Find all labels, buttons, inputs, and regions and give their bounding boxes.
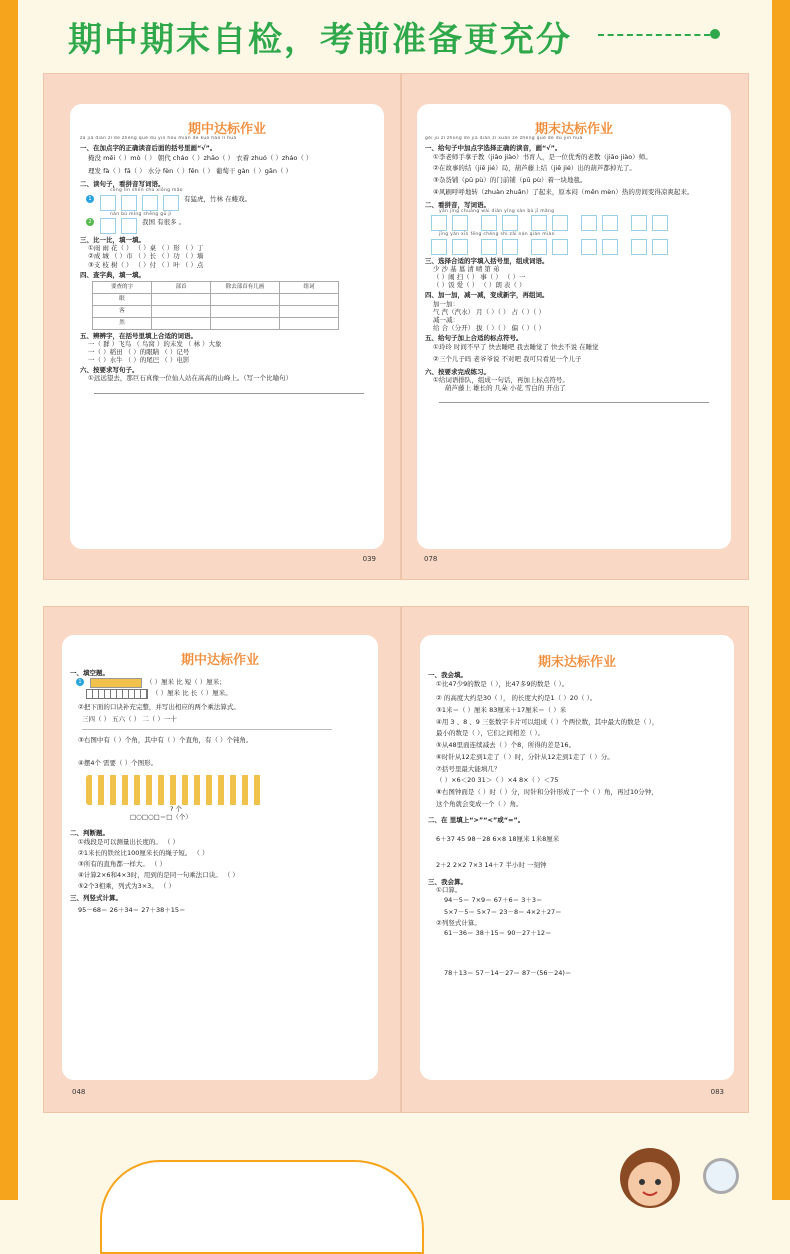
number-badge-icon: 1 [86,195,94,203]
list-item: ⑧右图钟面是（ ）时（ ）分，时针和分针形成了一个（ ）角，再过10分钟， [436,787,658,796]
page-title: 期中达标作业 [180,653,259,668]
page-midterm-math [43,606,401,1113]
exercise-line: ③支 枝 树（ ） （ ）付 （ ）叶 （ ）点 [88,260,204,269]
grid-row [86,218,378,234]
number-badge-icon: 2 [86,218,94,226]
section-heading: 一、在加点字的正确读音后面的括号里画“√”。 [80,143,217,152]
list-item: ④用 3 、8 、9 三张数字卡片可以组成（ ）个两位数，其中最大的数是（ ）， [436,717,659,726]
right-frame [772,0,790,1200]
section-heading: 二、在 里填上“>”“<”或“=”。 [428,816,525,825]
headline-dot-icon [710,29,720,39]
exercise-line: 6＋37 45 98－28 6×8 18厘米 1米8厘米 [436,835,560,844]
exercise-line: ①雨 雨 花（ ） （ ）桌 （ ）形 （ ）丁 [88,244,204,253]
page-number: 048 [72,1088,86,1096]
section-heading: 二、判断题。 [70,828,109,837]
list-item: ①比47少9的数是（ ），比47多9的数是（ ）。 [436,680,569,689]
sheet [420,635,734,1080]
answer-line [439,402,709,403]
grid-row [431,215,725,231]
list-item: 最小的数是（ ），它们之间相差（ ）。 [436,729,545,738]
exercise-line: □○□○□＝□（个） [130,812,192,821]
exercise-line: 5×7－5＝ 5×7＝ 23－8＝ 4×2＋27＝ [444,908,562,917]
table-cell: 客 [93,305,152,317]
section-heading: 三、选择合适的字填入括号里，组成词语。 [425,256,549,265]
exercise-line: 减一减： [433,315,459,324]
section-heading: 三、列竖式计算。 [70,894,122,903]
section-heading: 三、我会算。 [428,877,467,886]
list-item: ⑤从48里面连续减去（ ）个8，所得的差是16。 [436,741,576,750]
exercise-line: 加一加： [433,299,459,308]
page-number: 078 [424,555,438,563]
section-heading: 五、给句子加上合适的标点符号。 [425,334,523,342]
section-heading: 二、读句子，看拼音写词语。 [80,179,165,188]
page-number: 083 [710,1088,724,1096]
pinyin: nán bù mǐng shēng gū jì [110,211,172,217]
sheet [62,635,378,1080]
counting-blocks-icon [86,775,266,805]
page-final-math [401,606,749,1113]
exercise-line: ③右图中有（ ）个角，其中有（ ）个直角，有（ ）个钝角。 [78,736,253,745]
exercise-line: ②三个儿子吗 老爷爷说 不对吧 我可只看见一个儿子 [433,354,582,363]
table-header: 部首 [152,281,211,293]
table-header: 组词 [280,281,339,293]
sheet [417,104,731,549]
table-header: 要查的字 [93,281,152,293]
worksheet-content [80,136,378,544]
exercise-line: ①口算。 [436,885,462,894]
section-heading: 一、填空题。 [70,669,109,677]
section-heading: 三、比一比，填一填。 [80,236,145,245]
list-item: ③1米＝（ ）厘米 83厘米＋17厘米＝（ ）米 [436,706,567,715]
section-heading: 六、按要求完成练习。 [425,367,490,376]
exercise-line: （ ）闹 扫（ ） 事（ ） （ ）一 [433,273,526,282]
left-frame [0,0,18,1200]
exercise-line: 有猛虎，竹林 在蜷戏。 [184,194,252,203]
list-item: ②1米长的铁丝比100厘米长的绳子短。 （ ） [78,849,209,858]
exercise-line: 78＋13＝ 57－14－27＝ 87－(56－24)＝ [444,969,572,978]
list-item: ⑤2个3相乘，列式为3×3。 （ ） [78,882,175,891]
list-item: 这个角就会变成一个（ ）角。 [436,799,523,808]
exercise-line: 一（ 群 ）飞鸟 （ 鸟窝 ）的未发 （ 林 ）大象 [88,339,222,348]
grid-row [86,195,378,211]
ruler-icon [86,689,148,699]
exercise-line: ②成 城 （ ）市 （ ）长 （ ）功 （ ）墙 [88,252,204,261]
answer-line [94,393,364,394]
list-item: ⑥时针从12走到1走了（ ）时，分针从12走到1走了（ ）分。 [436,752,614,761]
list-item: （ ）×6＜20 31＞（ ）×4 8×（ ）＜75 [436,776,559,785]
exercise-line: ③杂货铺（pū pù）的门前铺（pū pù）着一块地毯。 [433,176,587,185]
exercise-line: ④风刷呼呼地转（zhuàn zhuǎn）了起来，原本闷（mēn mèn）热的房间变得凉爽起来。 [433,187,694,196]
exercise-line: 61－36＝ 38＋15＝ 90－27＋12＝ [444,928,552,937]
page-final-chinese [401,73,749,580]
section-heading: 二、看拼音，写词语。 [425,200,490,209]
sheet [70,104,384,549]
list-item: ③所有的直角都一样大。 （ ） [78,860,166,869]
headline: 期中期末自检，考前准备更充分 [68,20,572,60]
exercise-line: ②把下面的口诀补充完整，并写出相应的两个乘法算式。 [78,703,240,712]
headline-dash [598,34,710,36]
worksheet-content [70,667,372,1075]
page-midterm-chinese [43,73,401,580]
exercise-line: 94－5＝ 7×9＝ 67＋6＝ 3＋3＝ [444,896,543,905]
list-item: ⑦括号里最大能填几？ [436,764,501,773]
grid-row [431,239,725,255]
exercise-line: ①玲玲 时间不早了 快去睡吧 我去睡觉了 快去不说 在睡觉 [433,343,599,352]
table-header: 除去部首有几画 [211,281,280,293]
table-cell: 眠 [93,293,152,305]
number-badge-icon: 1 [76,678,84,686]
page-title: 期末达标作业 [534,122,613,137]
pencil-ruler-icon [90,678,142,688]
section-heading: 四、查字典，填一填。 [80,270,145,279]
exercise-line: ? 个 [170,804,183,813]
ruler-row [76,678,372,688]
exercise-line: （ ）厘米 比 短（ ）厘米； [146,678,226,687]
exercise-line: ①给词语排队，组成一句话，再加上标点符号。 [433,375,569,384]
pinyin: zā jiā diān zì de zhèng què dú yīn hòu miàn de kuò hào lǐ huà [80,136,237,141]
pinyin: cōng lín shēn chù xiōng mǎo [110,187,183,193]
exercise-line: 一（ ）稻田 （ ）的眼睛 （ ）记号 [88,348,190,356]
exercise-line: ①远远望去，那巨石真像一位仙人站在高高的山峰上。（写一个比喻句） [88,374,293,383]
list-item: ② 的高度大约是30（ ）， 的长度大约是1（ ）20（ ）。 [436,693,597,702]
exercise-line: 三四（ ） 五六（ ） 二（ ）一十 [82,715,177,724]
page-title: 期末达标作业 [537,655,616,670]
exercise-line: 葫芦藤上 雄长的 几朵 小花 雪白的 开出了 [445,383,566,392]
list-item: ④计算2×6和4×3时，用到的是同一句乘法口诀。 （ ） [78,871,239,880]
ruler-row [76,689,372,699]
list-item: ①线段是可以测量出长度的。 （ ） [78,838,179,846]
girl-mascot-icon [610,1138,690,1218]
exercise-line: 气 汽（汽水） 月（ ）（ ） 占（ ）（ ） [433,307,545,316]
exercise-line: （ ）厘米 比 长（ ）厘米。 [152,689,232,698]
table-cell: 然 [93,317,152,329]
pinyin: jīng yán xīn fēng chéng shì zǎi nán qián miàn [439,232,555,238]
section-heading: 一、给句子中加点字选择正确的读音，画“√”。 [425,143,562,152]
exercise-line: ②在故事的结（jiē jié）局，葫芦藤上结（jiē jié）出的葫芦都掉光了。 [433,164,636,173]
worksheet-content [428,669,728,1075]
answer-line [82,729,332,730]
exercise-line: 掩没 mēi（ ）mò（ ） 朝代 cháo（ ）zhāo（ ） 衣着 zhuó（ ）zháo（ ） [88,153,313,162]
page-title: 期中达标作业 [187,122,266,137]
exercise-line: 理发 fà（ ）fā（ ） 水分 fèn（ ）fēn（ ） 葡萄干 gàn（ ）gān（ ） [88,166,293,175]
pinyin: yān jìng chuāng wài diàn yǐng sàn bù jǐ mǎng [439,208,555,214]
exercise-line: 2＋2 2×2 7×3 14＋7 半小时 一刻钟 [436,861,547,870]
exercise-line: 一（ ）水牛 （ ）的尾巴 （ ）电影 [88,356,190,365]
section-heading: 四、加一加，减一减，变成新字，再组词。 [425,291,549,300]
speech-cloud [100,1160,424,1254]
exercise-line: 给 合（分开） 拔（ ）（ ） 偏（ ）（ ） [433,323,545,332]
section-heading: 一、我会填。 [428,671,467,679]
exercise-line: （ ）饭 爱（ ） （ ）朗 表（ ） [433,281,526,290]
pinyin: gěi jù zǐ zhōng de jiā diǎn zì xuǎn zé zhèng què de dú yīn huà [425,136,583,141]
page-number: 039 [362,555,376,563]
magnifier-icon [703,1158,739,1194]
section-heading: 五、辨辨字，在括号里填上合适的词语。 [80,331,197,340]
exercise-line: 我国 有很多 。 [142,218,186,227]
exercise-line: ①李老师手拿子教（jiāo jiào）书育人，是一位优秀的老教（jiāo jiào）师。 [433,152,652,161]
exercise-line: 少 沙 基 墓 清 晴 第 弟 [433,265,500,273]
section-heading: 六、按要求写句子。 [80,366,139,375]
worksheet-content [425,136,725,544]
exercise-line: 95－68＝ 26＋34＝ 27＋38＋15＝ [78,906,186,915]
exercise-line: ④摆4个 需要（ ）个图形。 [78,758,158,767]
dictionary-table [92,281,339,330]
exercise-line: ②列竖式计算。 [436,918,481,927]
